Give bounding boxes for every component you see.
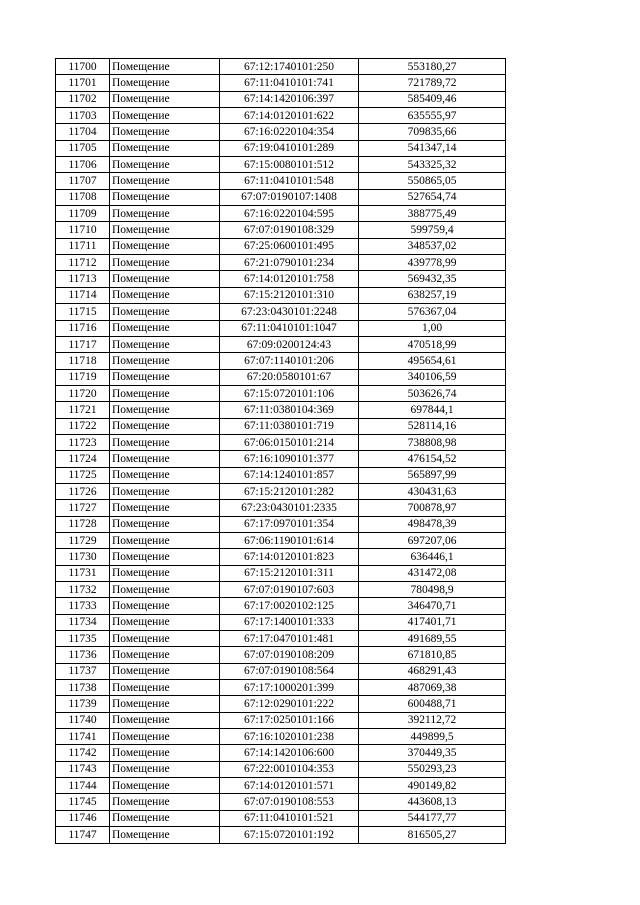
row-number-cell: 11726	[56, 483, 110, 499]
object-type-cell: Помещение	[110, 75, 220, 91]
object-type-cell: Помещение	[110, 761, 220, 777]
row-number-cell: 11747	[56, 827, 110, 843]
cadastral-number-cell: 67:17:0970101:354	[220, 516, 359, 532]
row-number-cell: 11724	[56, 451, 110, 467]
cadastral-number-cell: 67:15:2120101:282	[220, 483, 359, 499]
cadastral-number-cell: 67:17:0020102:125	[220, 598, 359, 614]
table-row	[56, 500, 506, 516]
cadastral-value-cell: 585409,46	[359, 91, 506, 107]
row-number-cell: 11718	[56, 353, 110, 369]
object-type-cell: Помещение	[110, 794, 220, 810]
object-type-cell: Помещение	[110, 516, 220, 532]
cadastral-number-cell: 67:14:1420106:397	[220, 91, 359, 107]
table-row	[56, 206, 506, 222]
object-type-cell: Помещение	[110, 451, 220, 467]
table-row	[56, 761, 506, 777]
object-type-cell: Помещение	[110, 157, 220, 173]
cadastral-number-cell: 67:14:1420106:600	[220, 745, 359, 761]
object-type-cell: Помещение	[110, 402, 220, 418]
cadastral-value-cell: 738808,98	[359, 434, 506, 450]
object-type-cell: Помещение	[110, 255, 220, 271]
row-number-cell: 11745	[56, 794, 110, 810]
property-table	[55, 58, 506, 844]
table-row	[56, 827, 506, 843]
object-type-cell: Помещение	[110, 712, 220, 728]
cadastral-number-cell: 67:15:0720101:192	[220, 827, 359, 843]
row-number-cell: 11720	[56, 385, 110, 401]
table-row	[56, 238, 506, 254]
row-number-cell: 11730	[56, 549, 110, 565]
cadastral-number-cell: 67:14:1240101:857	[220, 467, 359, 483]
row-number-cell: 11715	[56, 304, 110, 320]
cadastral-value-cell: 468291,43	[359, 663, 506, 679]
cadastral-number-cell: 67:19:0410101:289	[220, 140, 359, 156]
table-row	[56, 369, 506, 385]
cadastral-number-cell: 67:07:0190108:564	[220, 663, 359, 679]
table-row	[56, 320, 506, 336]
cadastral-number-cell: 67:14:0120101:622	[220, 108, 359, 124]
cadastral-value-cell: 541347,14	[359, 140, 506, 156]
row-number-cell: 11722	[56, 418, 110, 434]
object-type-cell: Помещение	[110, 614, 220, 630]
cadastral-number-cell: 67:15:2120101:311	[220, 565, 359, 581]
row-number-cell: 11733	[56, 598, 110, 614]
table-row	[56, 810, 506, 826]
row-number-cell: 11711	[56, 238, 110, 254]
row-number-cell: 11716	[56, 320, 110, 336]
object-type-cell: Помещение	[110, 173, 220, 189]
table-row	[56, 418, 506, 434]
object-type-cell: Помещение	[110, 680, 220, 696]
cadastral-number-cell: 67:17:1400101:333	[220, 614, 359, 630]
table-row	[56, 549, 506, 565]
cadastral-number-cell: 67:06:1190101:614	[220, 532, 359, 548]
cadastral-value-cell: 340106,59	[359, 369, 506, 385]
row-number-cell: 11729	[56, 532, 110, 548]
cadastral-value-cell: 490149,82	[359, 778, 506, 794]
row-number-cell: 11714	[56, 287, 110, 303]
cadastral-value-cell: 565897,99	[359, 467, 506, 483]
cadastral-value-cell: 697207,06	[359, 532, 506, 548]
object-type-cell: Помещение	[110, 598, 220, 614]
cadastral-number-cell: 67:23:0430101:2248	[220, 304, 359, 320]
row-number-cell: 11719	[56, 369, 110, 385]
row-number-cell: 11706	[56, 157, 110, 173]
row-number-cell: 11705	[56, 140, 110, 156]
row-number-cell: 11704	[56, 124, 110, 140]
cadastral-value-cell: 417401,71	[359, 614, 506, 630]
object-type-cell: Помещение	[110, 729, 220, 745]
cadastral-number-cell: 67:11:0380101:719	[220, 418, 359, 434]
cadastral-value-cell: 370449,35	[359, 745, 506, 761]
table-row	[56, 108, 506, 124]
object-type-cell: Помещение	[110, 320, 220, 336]
cadastral-number-cell: 67:17:0470101:481	[220, 631, 359, 647]
table-row	[56, 565, 506, 581]
row-number-cell: 11723	[56, 434, 110, 450]
object-type-cell: Помещение	[110, 189, 220, 205]
cadastral-value-cell: 443608,13	[359, 794, 506, 810]
row-number-cell: 11732	[56, 582, 110, 598]
table-row	[56, 271, 506, 287]
object-type-cell: Помещение	[110, 483, 220, 499]
row-number-cell: 11739	[56, 696, 110, 712]
cadastral-value-cell: 1,00	[359, 320, 506, 336]
cadastral-number-cell: 67:12:1740101:250	[220, 59, 359, 75]
cadastral-value-cell: 569432,35	[359, 271, 506, 287]
row-number-cell: 11707	[56, 173, 110, 189]
row-number-cell: 11717	[56, 336, 110, 352]
cadastral-number-cell: 67:15:0080101:512	[220, 157, 359, 173]
cadastral-value-cell: 348537,02	[359, 238, 506, 254]
cadastral-number-cell: 67:07:0190108:209	[220, 647, 359, 663]
row-number-cell: 11742	[56, 745, 110, 761]
object-type-cell: Помещение	[110, 108, 220, 124]
cadastral-number-cell: 67:06:0150101:214	[220, 434, 359, 450]
table-row	[56, 696, 506, 712]
table-row	[56, 353, 506, 369]
table-row	[56, 434, 506, 450]
cadastral-value-cell: 449899,5	[359, 729, 506, 745]
row-number-cell: 11731	[56, 565, 110, 581]
cadastral-value-cell: 430431,63	[359, 483, 506, 499]
cadastral-value-cell: 635555,97	[359, 108, 506, 124]
cadastral-value-cell: 709835,66	[359, 124, 506, 140]
cadastral-value-cell: 600488,71	[359, 696, 506, 712]
property-table-body	[56, 59, 506, 844]
table-row	[56, 173, 506, 189]
cadastral-number-cell: 67:14:0120101:571	[220, 778, 359, 794]
table-row	[56, 385, 506, 401]
row-number-cell: 11710	[56, 222, 110, 238]
row-number-cell: 11727	[56, 500, 110, 516]
row-number-cell: 11713	[56, 271, 110, 287]
object-type-cell: Помещение	[110, 238, 220, 254]
cadastral-number-cell: 67:15:0720101:106	[220, 385, 359, 401]
cadastral-number-cell: 67:21:0790101:234	[220, 255, 359, 271]
table-row	[56, 680, 506, 696]
cadastral-value-cell: 476154,52	[359, 451, 506, 467]
table-row	[56, 582, 506, 598]
cadastral-value-cell: 543325,32	[359, 157, 506, 173]
table-row	[56, 255, 506, 271]
cadastral-number-cell: 67:09:0200124:43	[220, 336, 359, 352]
cadastral-number-cell: 67:07:0190107:603	[220, 582, 359, 598]
row-number-cell: 11712	[56, 255, 110, 271]
table-row	[56, 663, 506, 679]
table-row	[56, 402, 506, 418]
cadastral-number-cell: 67:16:0220104:354	[220, 124, 359, 140]
cadastral-value-cell: 470518,99	[359, 336, 506, 352]
object-type-cell: Помещение	[110, 222, 220, 238]
cadastral-number-cell: 67:16:1090101:377	[220, 451, 359, 467]
cadastral-number-cell: 67:07:1140101:206	[220, 353, 359, 369]
row-number-cell: 11725	[56, 467, 110, 483]
row-number-cell: 11741	[56, 729, 110, 745]
object-type-cell: Помещение	[110, 59, 220, 75]
row-number-cell: 11743	[56, 761, 110, 777]
row-number-cell: 11703	[56, 108, 110, 124]
table-row	[56, 778, 506, 794]
cadastral-number-cell: 67:16:0220104:595	[220, 206, 359, 222]
row-number-cell: 11728	[56, 516, 110, 532]
object-type-cell: Помещение	[110, 140, 220, 156]
table-row	[56, 189, 506, 205]
object-type-cell: Помещение	[110, 827, 220, 843]
cadastral-number-cell: 67:07:0190107:1408	[220, 189, 359, 205]
table-row	[56, 532, 506, 548]
object-type-cell: Помещение	[110, 663, 220, 679]
row-number-cell: 11700	[56, 59, 110, 75]
table-row	[56, 75, 506, 91]
cadastral-value-cell: 697844,1	[359, 402, 506, 418]
cadastral-number-cell: 67:16:1020101:238	[220, 729, 359, 745]
cadastral-number-cell: 67:11:0410101:1047	[220, 320, 359, 336]
table-row	[56, 140, 506, 156]
cadastral-number-cell: 67:25:0600101:495	[220, 238, 359, 254]
row-number-cell: 11737	[56, 663, 110, 679]
cadastral-value-cell: 721789,72	[359, 75, 506, 91]
table-row	[56, 631, 506, 647]
cadastral-value-cell: 700878,97	[359, 500, 506, 516]
cadastral-number-cell: 67:07:0190108:553	[220, 794, 359, 810]
table-row	[56, 745, 506, 761]
object-type-cell: Помещение	[110, 582, 220, 598]
object-type-cell: Помещение	[110, 778, 220, 794]
row-number-cell: 11735	[56, 631, 110, 647]
object-type-cell: Помещение	[110, 287, 220, 303]
row-number-cell: 11709	[56, 206, 110, 222]
cadastral-value-cell: 487069,38	[359, 680, 506, 696]
cadastral-number-cell: 67:22:0010104:353	[220, 761, 359, 777]
cadastral-number-cell: 67:17:0250101:166	[220, 712, 359, 728]
cadastral-number-cell: 67:14:0120101:758	[220, 271, 359, 287]
table-row	[56, 647, 506, 663]
cadastral-value-cell: 550865,05	[359, 173, 506, 189]
cadastral-value-cell: 503626,74	[359, 385, 506, 401]
table-row	[56, 287, 506, 303]
cadastral-number-cell: 67:12:0290101:222	[220, 696, 359, 712]
row-number-cell: 11744	[56, 778, 110, 794]
table-row	[56, 222, 506, 238]
cadastral-number-cell: 67:23:0430101:2335	[220, 500, 359, 516]
cadastral-value-cell: 527654,74	[359, 189, 506, 205]
table-row	[56, 516, 506, 532]
object-type-cell: Помещение	[110, 565, 220, 581]
table-row	[56, 157, 506, 173]
cadastral-value-cell: 544177,77	[359, 810, 506, 826]
cadastral-number-cell: 67:11:0410101:548	[220, 173, 359, 189]
table-row	[56, 451, 506, 467]
object-type-cell: Помещение	[110, 810, 220, 826]
object-type-cell: Помещение	[110, 304, 220, 320]
row-number-cell: 11721	[56, 402, 110, 418]
table-row	[56, 59, 506, 75]
cadastral-value-cell: 671810,85	[359, 647, 506, 663]
cadastral-value-cell: 576367,04	[359, 304, 506, 320]
table-row	[56, 794, 506, 810]
cadastral-value-cell: 553180,27	[359, 59, 506, 75]
row-number-cell: 11734	[56, 614, 110, 630]
cadastral-value-cell: 439778,99	[359, 255, 506, 271]
row-number-cell: 11708	[56, 189, 110, 205]
object-type-cell: Помещение	[110, 206, 220, 222]
row-number-cell: 11740	[56, 712, 110, 728]
object-type-cell: Помещение	[110, 91, 220, 107]
cadastral-value-cell: 780498,9	[359, 582, 506, 598]
cadastral-number-cell: 67:11:0380104:369	[220, 402, 359, 418]
object-type-cell: Помещение	[110, 434, 220, 450]
cadastral-number-cell: 67:11:0410101:521	[220, 810, 359, 826]
object-type-cell: Помещение	[110, 500, 220, 516]
object-type-cell: Помещение	[110, 336, 220, 352]
cadastral-value-cell: 636446,1	[359, 549, 506, 565]
object-type-cell: Помещение	[110, 745, 220, 761]
object-type-cell: Помещение	[110, 549, 220, 565]
cadastral-number-cell: 67:07:0190108:329	[220, 222, 359, 238]
row-number-cell: 11701	[56, 75, 110, 91]
table-row	[56, 91, 506, 107]
table-row	[56, 614, 506, 630]
cadastral-number-cell: 67:11:0410101:741	[220, 75, 359, 91]
object-type-cell: Помещение	[110, 467, 220, 483]
object-type-cell: Помещение	[110, 369, 220, 385]
table-row	[56, 712, 506, 728]
object-type-cell: Помещение	[110, 385, 220, 401]
object-type-cell: Помещение	[110, 532, 220, 548]
row-number-cell: 11738	[56, 680, 110, 696]
table-row	[56, 124, 506, 140]
cadastral-value-cell: 528114,16	[359, 418, 506, 434]
table-row	[56, 467, 506, 483]
table-row	[56, 336, 506, 352]
table-row	[56, 483, 506, 499]
cadastral-number-cell: 67:17:1000201:399	[220, 680, 359, 696]
cadastral-value-cell: 550293,23	[359, 761, 506, 777]
cadastral-value-cell: 495654,61	[359, 353, 506, 369]
cadastral-number-cell: 67:14:0120101:823	[220, 549, 359, 565]
cadastral-value-cell: 491689,55	[359, 631, 506, 647]
object-type-cell: Помещение	[110, 271, 220, 287]
cadastral-value-cell: 638257,19	[359, 287, 506, 303]
table-row	[56, 304, 506, 320]
cadastral-value-cell: 599759,4	[359, 222, 506, 238]
cadastral-number-cell: 67:15:2120101:310	[220, 287, 359, 303]
object-type-cell: Помещение	[110, 124, 220, 140]
cadastral-number-cell: 67:20:0580101:67	[220, 369, 359, 385]
object-type-cell: Помещение	[110, 647, 220, 663]
cadastral-value-cell: 431472,08	[359, 565, 506, 581]
row-number-cell: 11736	[56, 647, 110, 663]
cadastral-value-cell: 346470,71	[359, 598, 506, 614]
table-row	[56, 598, 506, 614]
cadastral-value-cell: 392112,72	[359, 712, 506, 728]
table-row	[56, 729, 506, 745]
cadastral-value-cell: 816505,27	[359, 827, 506, 843]
row-number-cell: 11702	[56, 91, 110, 107]
object-type-cell: Помещение	[110, 418, 220, 434]
cadastral-value-cell: 498478,39	[359, 516, 506, 532]
object-type-cell: Помещение	[110, 631, 220, 647]
object-type-cell: Помещение	[110, 353, 220, 369]
cadastral-value-cell: 388775,49	[359, 206, 506, 222]
row-number-cell: 11746	[56, 810, 110, 826]
object-type-cell: Помещение	[110, 696, 220, 712]
